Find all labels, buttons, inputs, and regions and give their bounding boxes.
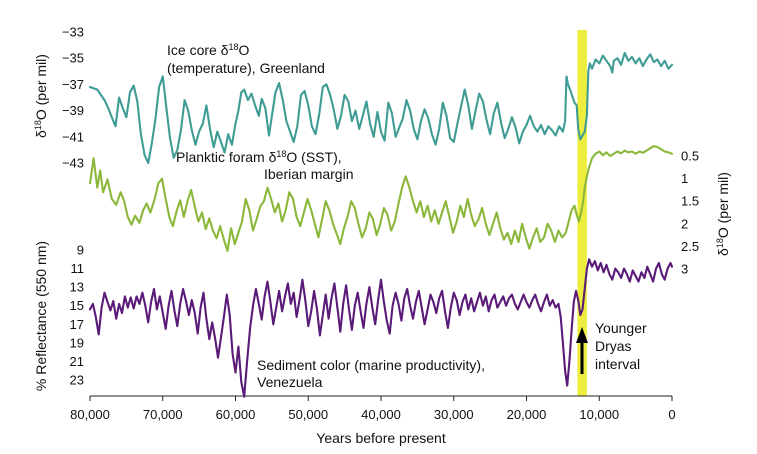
x-tick-label: 70,000 [142,407,183,422]
refl-series-label-line2: Venezuela [257,374,323,390]
sst-y-tick-label: 3 [681,261,689,277]
sst-y-tick-label: 2 [681,216,689,232]
x-tick-label: 30,000 [433,407,474,422]
sst-series-label-line2: Iberian margin [264,166,354,182]
refl-y-tick-label: 11 [70,261,84,277]
refl-series-label: Sediment color (marine productivity), [257,357,485,373]
x-axis-title: Years before present [316,430,446,446]
sst-series-label: Planktic foram $\delta^{18}O$ (SST), [176,149,342,165]
sst-y-tick-label: 2.5 [681,238,700,254]
refl-y-tick-label: 19 [69,335,84,351]
x-tick-label: 80,000 [70,407,110,422]
sst-y-tick-label: 1 [681,171,689,187]
ice-y-tick-label: −37 [61,76,84,92]
x-tick-label: 50,000 [288,407,329,422]
refl-y-tick-label: 21 [69,353,84,369]
refl-y-tick-label: 23 [69,372,84,388]
ice-y-axis-title: $\delta^{18}O$ (per mil) [33,54,49,138]
ice-y-tick-label: −43 [61,155,84,171]
axes-layer [33,25,731,447]
younger-dryas-label-line: Dryas [595,338,632,354]
x-tick-label: 10,000 [579,407,620,422]
refl-y-tick-label: 15 [69,298,84,314]
ice-y-tick-label: −41 [61,129,84,145]
refl-y-tick-label: 9 [76,242,84,258]
sst-y-tick-label: 1.5 [681,193,700,209]
label-layer [167,42,647,390]
x-tick-label: 0 [668,407,676,422]
younger-dryas-label-line: interval [595,356,641,372]
younger-dryas-label-line: Younger [595,320,647,336]
refl-y-tick-label: 17 [69,316,84,332]
x-tick-label: 40,000 [361,407,401,422]
x-tick-label: 20,000 [506,407,547,422]
sst-y-tick-label: 0.5 [681,148,700,164]
refl-y-tick-label: 13 [69,279,84,295]
ice-series-label-line2: (temperature), Greenland [167,60,325,76]
ice-series-label: Ice core $\delta^{18}O$ [167,42,250,58]
refl-y-axis-title: % Reflectance (550 nm) [33,240,49,392]
ice-y-tick-label: −33 [61,24,84,40]
x-tick-label: 60,000 [215,407,256,422]
sst-y-axis-title: $\delta^{18}O$ (per mil) [715,172,731,256]
ice-y-tick-label: −35 [61,50,84,66]
ice-y-tick-label: −39 [61,103,84,119]
